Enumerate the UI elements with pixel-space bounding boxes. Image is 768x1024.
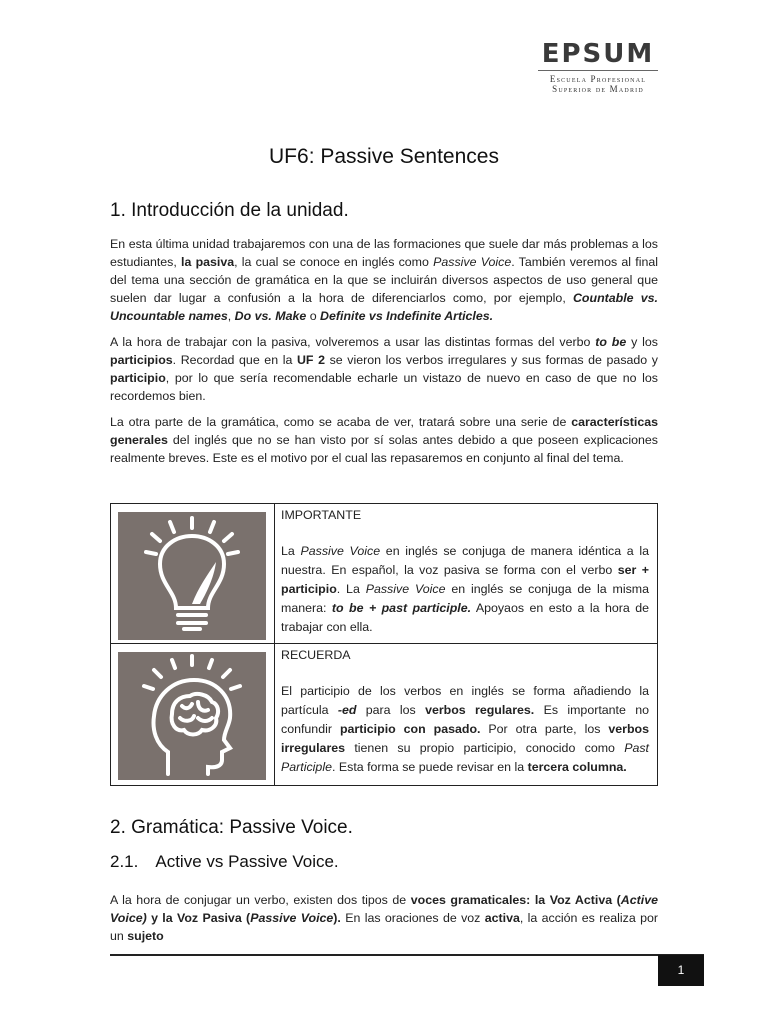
text-run: En las oraciones de voz <box>340 911 485 925</box>
text-run: Active Voice) <box>110 893 658 925</box>
importante-text-cell <box>281 504 657 637</box>
text-run: Por otra parte, los <box>480 722 609 736</box>
text-run: UF 2 <box>296 353 325 367</box>
text-run: sujeto <box>127 929 164 943</box>
text-run: . La <box>336 582 366 596</box>
text-run: , la acción es realiza por un <box>110 911 658 943</box>
text-run: , <box>227 309 235 323</box>
text-run: Past Participle <box>281 741 649 774</box>
text-run: -ed <box>337 703 357 717</box>
text-run: Passive Voice <box>250 911 334 925</box>
text-run: A la hora de conjugar un verbo, existen dos tipos de <box>110 893 411 907</box>
text-run: tercera columna. <box>527 760 627 774</box>
text-run: y los <box>626 335 658 349</box>
recuerda-box <box>111 644 657 785</box>
text-run: participios <box>110 353 173 367</box>
text-run: , la cual se conoce en inglés como <box>234 255 434 269</box>
text-run: se vieron los verbos irregulares y sus formas de pasado y <box>324 353 658 367</box>
text-run: para los <box>356 703 426 717</box>
text-run: la pasiva <box>181 255 235 269</box>
text-run: características generales <box>110 415 658 447</box>
footer-divider <box>110 954 704 956</box>
text-run: participio <box>110 371 166 385</box>
text-run: En esta última unidad trabajaremos con una de las formaciones que suele dar más problemas a los estudiantes, <box>110 237 658 269</box>
text-run: verbos irregulares <box>281 722 650 755</box>
info-boxes-table <box>110 503 658 786</box>
text-run: . También veremos al final del tema una sección de gramática en la que se incluirán diversos aspectos de uso general que suelen dar lugar a confusión a la hora de diferenciarlos como, por ejemplo, <box>110 255 658 305</box>
text-run: en inglés se conjuga de manera idéntica a la nuestra. En español, la voz pasiva se forma con el verbo <box>281 544 649 577</box>
section-1-paragraph-2 <box>110 333 658 405</box>
logo-name: EPSUM <box>541 39 655 69</box>
text-run: Do vs. Make <box>234 309 307 323</box>
text-run: to be <box>595 335 627 349</box>
text-run: ). <box>333 911 341 925</box>
recuerda-text-cell <box>281 644 657 777</box>
logo-divider <box>538 70 658 71</box>
text-run: activa <box>484 911 520 925</box>
text-run: del inglés que no se han visto por sí solas antes debido a que poseen explicaciones realmente breves. Este es el motivo por el cual las repasaremos en conjunto al final del tema. <box>110 433 658 465</box>
text-run: o <box>306 309 321 323</box>
section-1-paragraph-1 <box>110 235 658 325</box>
section-2-heading: 2. Gramática: Passive Voice. <box>110 817 353 838</box>
text-run: verbos regulares. <box>425 703 535 717</box>
lightbulb-icon <box>118 512 266 640</box>
importante-box <box>111 504 657 644</box>
section-2-paragraph-1 <box>110 891 658 945</box>
text-run: , por lo que sería recomendable echarle un vistazo de nuevo en caso de que no los recordemos bien. <box>110 371 658 403</box>
text-run: A la hora de trabajar con la pasiva, volveremos a usar las distintas formas del verbo <box>110 335 596 349</box>
section-1-paragraph-3 <box>110 413 658 467</box>
text-run: tienen su propio participio, conocido como <box>345 741 625 755</box>
text-run: en inglés se conjuga de la misma manera: <box>281 582 649 615</box>
brain-image-cell <box>111 644 275 785</box>
text-run: La <box>281 544 301 558</box>
logo-line-2: Superior de Madrid <box>552 84 644 94</box>
epsum-logo <box>538 40 658 94</box>
section-1-heading: 1. Introducción de la unidad. <box>110 200 349 221</box>
text-run: Passive Voice <box>365 582 446 596</box>
text-run: Countable vs. Uncountable names <box>110 291 658 323</box>
importante-body <box>281 542 649 637</box>
head-brain-icon <box>118 652 266 780</box>
text-run: to be + past participle. <box>331 601 472 615</box>
text-run: . Esta forma se puede revisar en la <box>331 760 528 774</box>
text-run: Apoyaos en esto a la hora de trabajar con ella. <box>281 601 649 634</box>
importante-heading: IMPORTANTE <box>281 508 362 522</box>
text-run: y la Voz Pasiva ( <box>146 911 251 925</box>
document-title: UF6: Passive Sentences <box>269 145 499 168</box>
logo-line-1: Escuela Profesional <box>549 74 647 84</box>
text-run: ser + participio <box>281 563 649 596</box>
text-run: . Recordad que en la <box>172 353 297 367</box>
text-run: Passive Voice <box>433 255 512 269</box>
text-run: La otra parte de la gramática, como se acaba de ver, tratará sobre una serie de <box>110 415 572 429</box>
text-run: El participio de los verbos en inglés se forma añadiendo la partícula <box>281 684 649 717</box>
text-run: participio con pasado. <box>339 722 481 736</box>
text-run: Passive Voice <box>300 544 381 558</box>
text-run: voces gramaticales: la Voz Activa ( <box>410 893 621 907</box>
recuerda-body <box>281 682 649 777</box>
subsection-2-1-heading: 2.1. Active vs Passive Voice. <box>110 852 339 871</box>
page-number: 1 <box>658 955 704 986</box>
recuerda-heading: RECUERDA <box>281 648 351 662</box>
text-run: Es importante no confundir <box>281 703 649 736</box>
lightbulb-image-cell <box>111 504 275 643</box>
text-run: Definite vs Indefinite Articles. <box>320 309 494 323</box>
